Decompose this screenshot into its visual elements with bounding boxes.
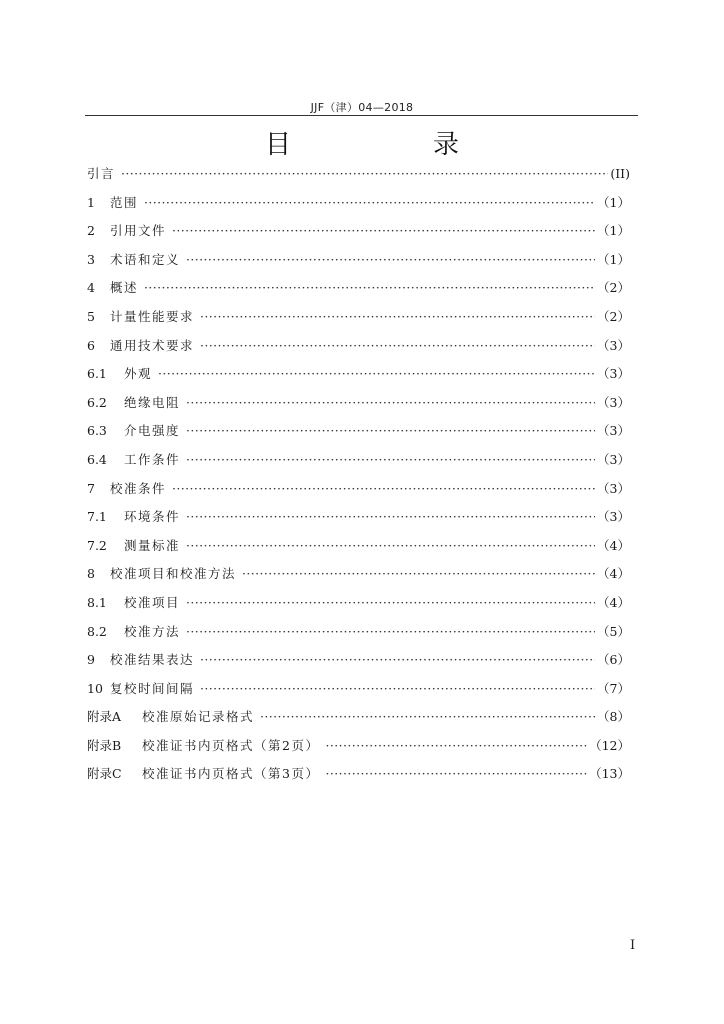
toc-leader-dots [325, 766, 587, 781]
toc-entry-page: （6） [597, 652, 630, 668]
toc-entry-label: 校准项目 [124, 594, 181, 610]
toc-leader-dots [186, 252, 595, 267]
toc-leader-dots [121, 166, 608, 181]
toc-entry-label: 校准项目和校准方法 [110, 566, 237, 582]
toc-entry[interactable] [87, 221, 630, 250]
toc-entry[interactable] [87, 593, 630, 622]
toc-entry-label: 测量标准 [124, 537, 181, 553]
toc-entry-number: 6 [87, 337, 95, 353]
toc-entry-label: 范围 [110, 194, 139, 210]
toc-entry-number: 6.3 [87, 423, 107, 439]
toc-leader-dots [200, 652, 595, 667]
toc-leader-dots [172, 223, 595, 238]
header-rule [85, 115, 638, 116]
toc-entry[interactable] [87, 164, 630, 193]
toc-entry-page: （3） [597, 451, 630, 467]
toc-entry-number: 7 [87, 480, 95, 496]
toc-entry[interactable] [87, 679, 630, 708]
toc-entry[interactable] [87, 250, 630, 279]
toc-entry-number: 6.4 [87, 451, 107, 467]
page-number: I [630, 938, 636, 953]
toc-leader-dots [158, 366, 595, 381]
toc-leader-dots [144, 195, 595, 210]
toc-entry-label: 绝缘电阻 [124, 394, 181, 410]
toc-entry-page: （3） [597, 366, 630, 382]
toc-leader-dots [200, 338, 595, 353]
toc-entry[interactable] [87, 364, 630, 393]
toc-entry-number: 10 [87, 680, 103, 696]
toc-entry[interactable] [87, 764, 630, 793]
toc-entry-page: （4） [597, 537, 630, 553]
toc-entry-page: （1） [597, 194, 630, 210]
toc-entry-page: （1） [597, 251, 630, 267]
toc-entry[interactable] [87, 564, 630, 593]
toc-entry-number: 附录C [87, 766, 122, 782]
toc-entry-page: （5） [597, 623, 630, 639]
toc-entry[interactable] [87, 336, 630, 365]
toc-entry-label: 校准条件 [110, 480, 167, 496]
toc-entry[interactable] [87, 650, 630, 679]
toc-entry-label: 校准方法 [124, 623, 181, 639]
toc-leader-dots [144, 280, 595, 295]
toc-entry-page: （4） [597, 566, 630, 582]
toc-entry-number: 6.1 [87, 366, 107, 382]
toc-leader-dots [242, 566, 595, 581]
table-of-contents [87, 164, 630, 793]
toc-entry[interactable] [87, 193, 630, 222]
toc-entry-label: 外观 [124, 366, 153, 382]
document-code-header: JJF（津）04—2018 [310, 101, 414, 114]
toc-entry-number: 7.2 [87, 537, 107, 553]
toc-leader-dots [186, 395, 595, 410]
toc-entry-number: 附录A [87, 709, 122, 725]
toc-entry-page: （2） [597, 280, 630, 296]
toc-entry-label: 校准结果表达 [110, 652, 195, 668]
toc-entry-number: 1 [87, 194, 95, 210]
toc-entry-page: （2） [597, 308, 630, 324]
toc-entry[interactable] [87, 307, 630, 336]
toc-entry-number: 3 [87, 251, 95, 267]
toc-entry-label: 术语和定义 [110, 251, 181, 267]
toc-entry-label: 概述 [110, 280, 139, 296]
toc-entry-number: 4 [87, 280, 95, 296]
toc-entry-page: （7） [597, 680, 630, 696]
toc-leader-dots [186, 538, 595, 553]
toc-entry-page: （3） [597, 337, 630, 353]
toc-entry-label: 校准原始记录格式 [142, 709, 255, 725]
toc-leader-dots [186, 624, 595, 639]
toc-entry-number: 7.1 [87, 509, 107, 525]
toc-entry-label: 引言 [87, 166, 116, 181]
toc-entry-page: （3） [597, 423, 630, 439]
toc-entry-page: （3） [597, 480, 630, 496]
toc-leader-dots [200, 681, 595, 696]
toc-entry-label: 介电强度 [124, 423, 181, 439]
toc-leader-dots [325, 738, 587, 753]
toc-entry-page: （4） [597, 594, 630, 610]
toc-entry-label: 复校时间间隔 [110, 680, 195, 696]
toc-entry[interactable] [87, 736, 630, 765]
toc-entry-label: 工作条件 [124, 451, 181, 467]
toc-entry-page: (II) [610, 166, 630, 181]
toc-entry-number: 9 [87, 652, 95, 668]
toc-leader-dots [186, 509, 595, 524]
toc-entry[interactable] [87, 707, 630, 736]
toc-entry-label: 校准证书内页格式（第3页） [142, 766, 320, 782]
toc-leader-dots [186, 423, 595, 438]
toc-entry-number: 2 [87, 223, 95, 239]
toc-leader-dots [186, 595, 595, 610]
toc-entry-page: （3） [597, 394, 630, 410]
toc-entry[interactable] [87, 450, 630, 479]
toc-leader-dots [172, 481, 595, 496]
toc-leader-dots [200, 309, 595, 324]
toc-entry-page: （13） [589, 766, 630, 782]
toc-entry[interactable] [87, 421, 630, 450]
toc-entry[interactable] [87, 507, 630, 536]
toc-entry[interactable] [87, 622, 630, 651]
toc-entry-number: 附录B [87, 737, 122, 753]
toc-entry-number: 6.2 [87, 394, 107, 410]
toc-leader-dots [186, 452, 595, 467]
toc-entry-page: （1） [597, 223, 630, 239]
toc-entry[interactable] [87, 393, 630, 422]
toc-entry[interactable] [87, 479, 630, 508]
toc-entry-label: 引用文件 [110, 223, 167, 239]
toc-entry-label: 计量性能要求 [110, 308, 195, 324]
toc-entry-page: （8） [597, 709, 630, 725]
toc-entry[interactable] [87, 278, 630, 307]
toc-entry-number: 5 [87, 308, 95, 324]
toc-leader-dots [260, 709, 595, 724]
toc-entry-label: 环境条件 [124, 509, 181, 525]
toc-entry-number: 8 [87, 566, 95, 582]
toc-entry-page: （3） [597, 509, 630, 525]
toc-entry-label: 通用技术要求 [110, 337, 195, 353]
toc-entry-number: 8.1 [87, 594, 107, 610]
toc-title: 目 录 [264, 130, 517, 160]
toc-entry-page: （12） [589, 737, 630, 753]
toc-entry-number: 8.2 [87, 623, 107, 639]
toc-entry[interactable] [87, 536, 630, 565]
toc-entry-label: 校准证书内页格式（第2页） [142, 737, 320, 753]
